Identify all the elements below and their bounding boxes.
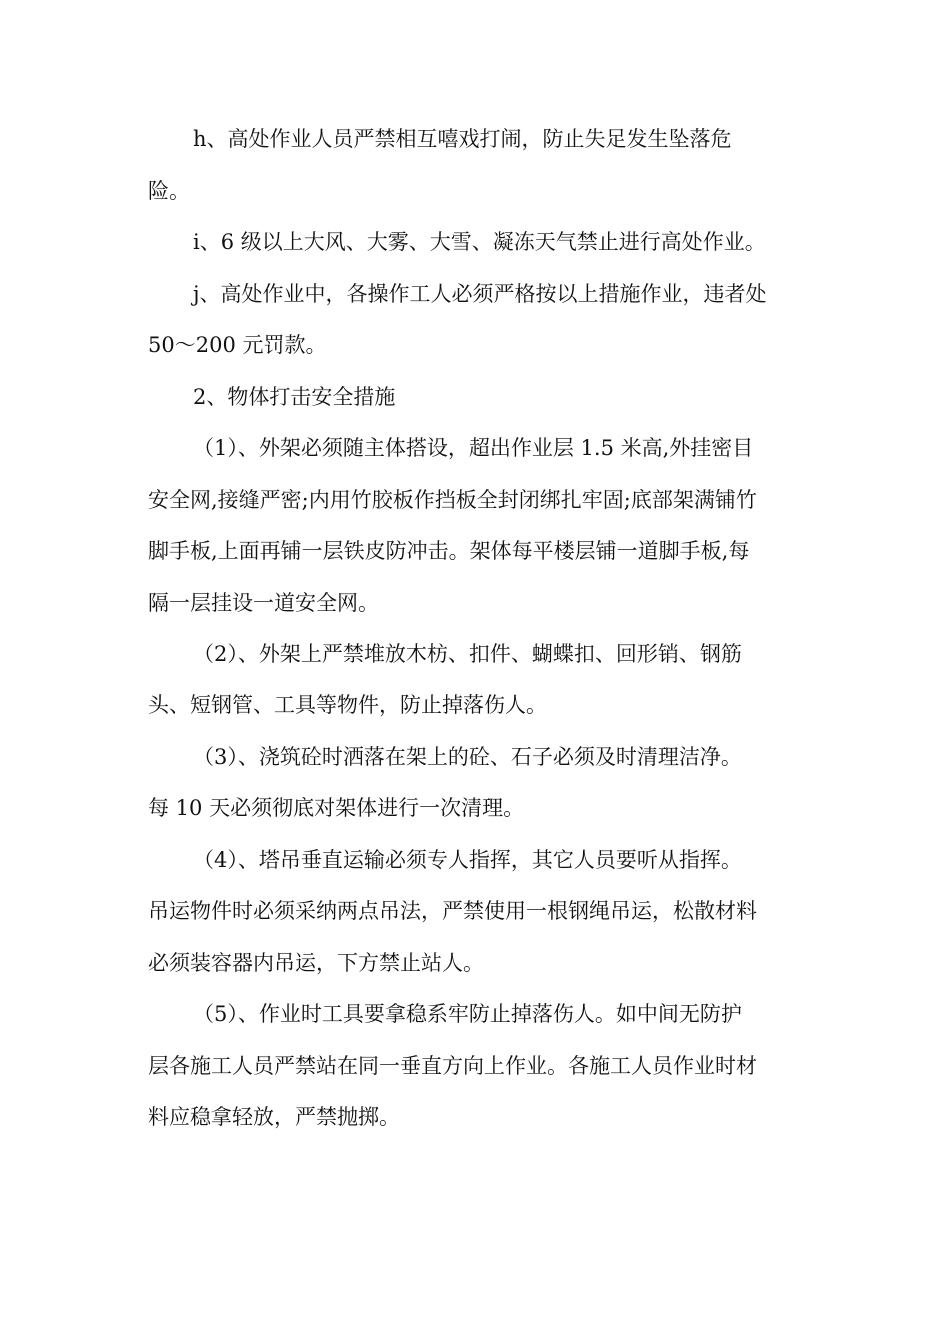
- item-3-line-2: 每 10 天必须彻底对架体进行一次清理。: [148, 796, 525, 820]
- paragraph-j-line-2: 50～200 元罚款。: [148, 333, 327, 357]
- item-5-line-2: 层各施工人员严禁站在同一垂直方向上作业。各施工人员作业时材: [148, 1054, 757, 1078]
- item-5-line-3: 料应稳拿轻放，严禁抛掷。: [148, 1105, 400, 1129]
- item-1-line-3: 脚手板,上面再铺一层铁皮防冲击。架体每平楼层铺一道脚手板,每: [148, 539, 750, 563]
- paragraph-i-line-1: i、6 级以上大风、大雾、大雪、凝冻天气禁止进行高处作业。: [193, 230, 766, 254]
- item-4-line-2: 吊运物件时必须采纳两点吊法，严禁使用一根钢绳吊运，松散材料: [148, 899, 757, 923]
- paragraph-j-line-1: j、高处作业中，各操作工人必须严格按以上措施作业，违者处: [193, 282, 767, 306]
- item-4-line-3: 必须装容器内吊运，下方禁止站人。: [148, 951, 484, 975]
- item-4-line-1: （4）、塔吊垂直运输必须专人指挥，其它人员要听从指挥。: [193, 848, 742, 872]
- paragraph-h-line-1: h、高处作业人员严禁相互嘻戏打闹，防止失足发生坠落危: [193, 127, 732, 151]
- item-3-line-1: （3）、浇筑砼时洒落在架上的砼、石子必须及时清理洁净。: [193, 745, 742, 769]
- paragraph-h-line-2: 险。: [148, 179, 190, 203]
- item-1-line-1: （1）、外架必须随主体搭设，超出作业层 1.5 米高,外挂密目: [193, 436, 754, 460]
- section-heading-2: 2、物体打击安全措施: [193, 385, 396, 409]
- item-1-line-2: 安全网,接缝严密;内用竹胶板作挡板全封闭绑扎牢固;底部架满铺竹: [148, 488, 757, 512]
- item-2-line-1: （2）、外架上严禁堆放木枋、扣件、蝴蝶扣、回形销、钢筋: [193, 642, 742, 666]
- item-2-line-2: 头、短钢管、工具等物件，防止掉落伤人。: [148, 693, 547, 717]
- item-5-line-1: （5）、作业时工具要拿稳系牢防止掉落伤人。如中间无防护: [193, 1002, 742, 1026]
- item-1-line-4: 隔一层挂设一道安全网。: [148, 591, 379, 615]
